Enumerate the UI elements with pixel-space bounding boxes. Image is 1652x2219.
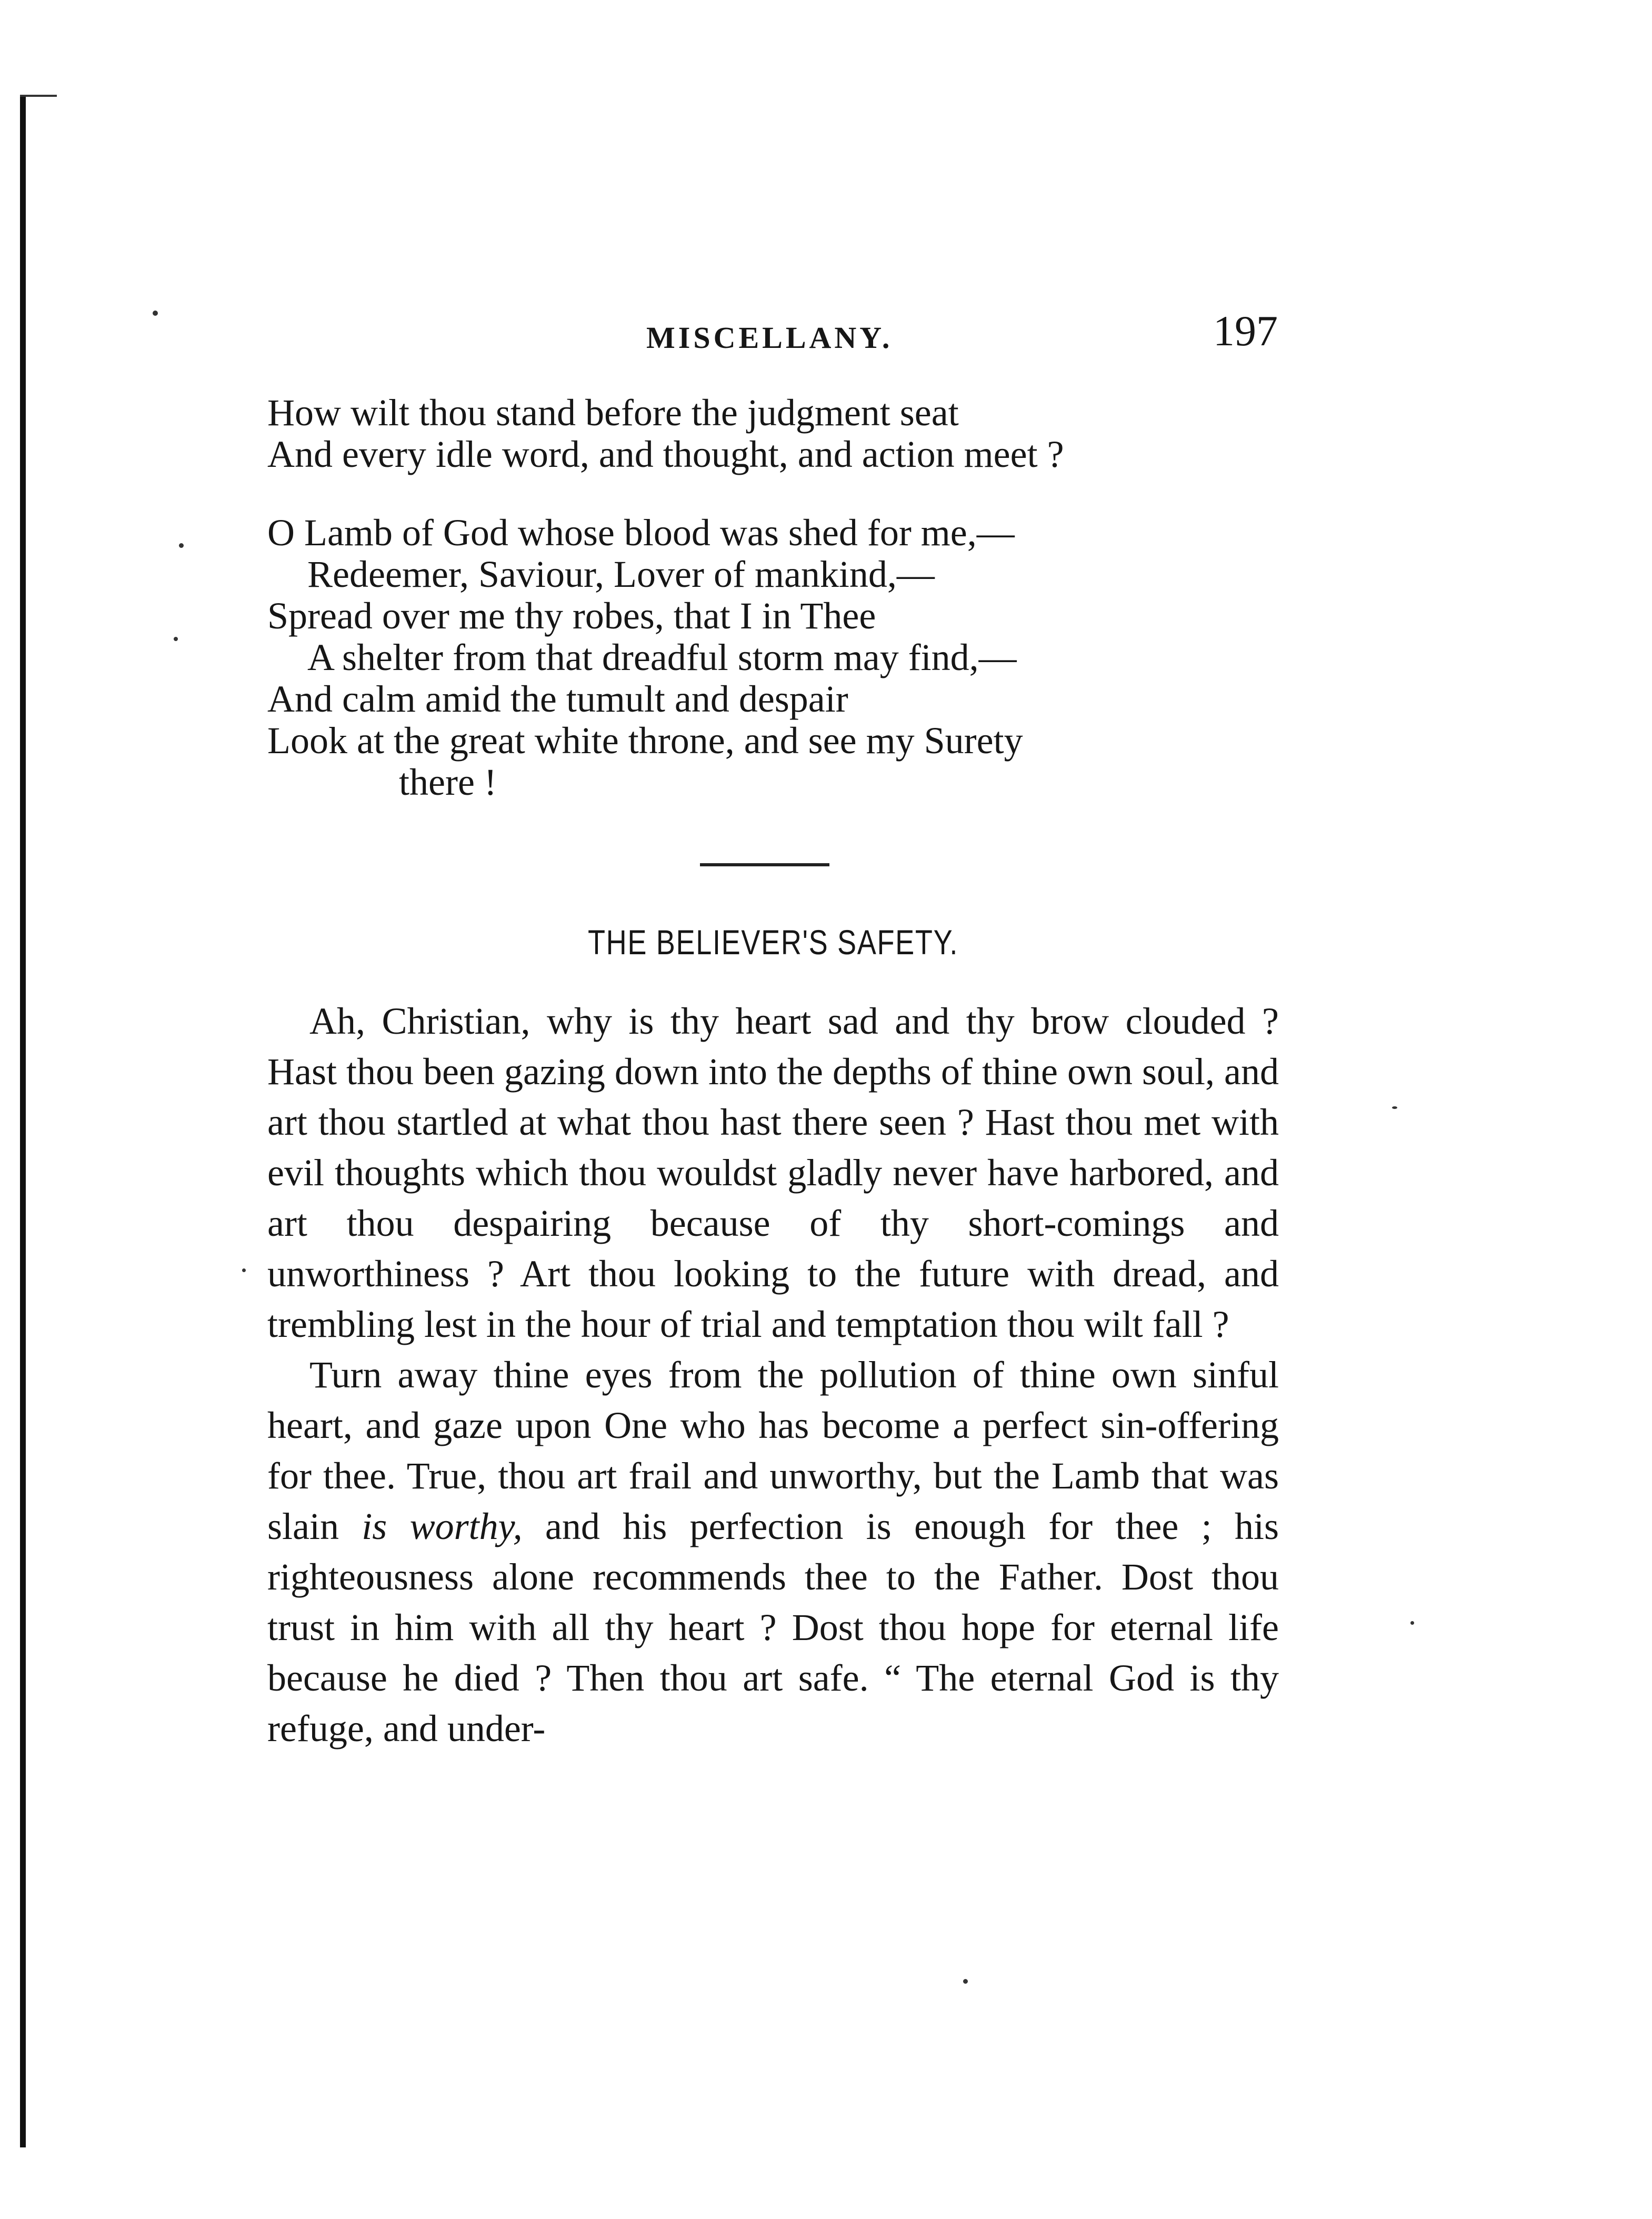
ink-speck	[242, 1268, 246, 1272]
ink-speck	[179, 543, 184, 548]
ink-speck	[153, 311, 158, 316]
poem-line: A shelter from that dreadful storm may find,—	[307, 636, 1017, 678]
paragraph-2	[267, 1350, 1279, 1754]
poem-line: there !	[399, 761, 497, 803]
ink-speck	[1410, 1621, 1414, 1625]
ink-speck	[1392, 1106, 1397, 1109]
page-edge-top-mark	[20, 95, 57, 97]
poem-line: Spread over me thy robes, that I in Thee	[267, 595, 876, 637]
poem-stanza-1	[267, 392, 1309, 475]
section-title: THE BELIEVER'S SAFETY.	[587, 923, 959, 962]
paragraph-2-text: Turn away thine eyes from the pollution of thine own sinful heart, and gaze upon One who has become a perfect sin-offering for thee. True, thou art frail and unworthy, but the Lamb that was slain	[267, 1354, 1279, 1547]
emphasis-text: is worthy,	[362, 1505, 523, 1547]
poem-stanza-2	[267, 512, 1309, 803]
stanza-gap	[267, 475, 1309, 512]
running-header	[267, 295, 1278, 358]
poem-line: Look at the great white throne, and see my Surety	[267, 719, 1023, 762]
poem-line: O Lamb of God whose blood was shed for me,—	[267, 512, 1015, 554]
running-title: MISCELLANY.	[646, 321, 893, 355]
section-divider-rule	[700, 863, 829, 866]
prose-body	[267, 996, 1279, 1754]
poem-line: And every idle word, and thought, and action meet ?	[267, 433, 1064, 475]
poem-line: Redeemer, Saviour, Lover of mankind,—	[307, 553, 935, 595]
paragraph-1: Ah, Christian, why is thy heart sad and thy brow clouded ? Hast thou been gazing down into the depths of thine own soul, and art thou startled at what thou hast there seen ? Hast thou met with evil thoughts which thou wouldst gladly never have harbored, and art thou despairing because of thy short-comings and unworthiness ? Art thou looking to the future with dread, and trembling lest in the hour of trial and temptation thou wilt fall ?	[267, 1000, 1279, 1345]
poem-line: And calm amid the tumult and despair	[267, 678, 848, 720]
poem-line: How wilt thou stand before the judgment seat	[267, 392, 959, 434]
poem	[267, 392, 1309, 803]
page-binding-edge	[20, 95, 26, 2147]
page-number: 197	[1213, 307, 1278, 355]
ink-speck	[963, 1979, 968, 1984]
ink-speck	[174, 637, 178, 641]
paragraph-2-text-continued: and his perfection is enough for thee ; his righteousness alone recommends thee to the Father. Dost thou trust in him with all thy heart ? Dost thou hope for eternal life because he died ? Then thou art safe. “ The eternal God is thy refuge, and under-	[267, 1505, 1279, 1750]
